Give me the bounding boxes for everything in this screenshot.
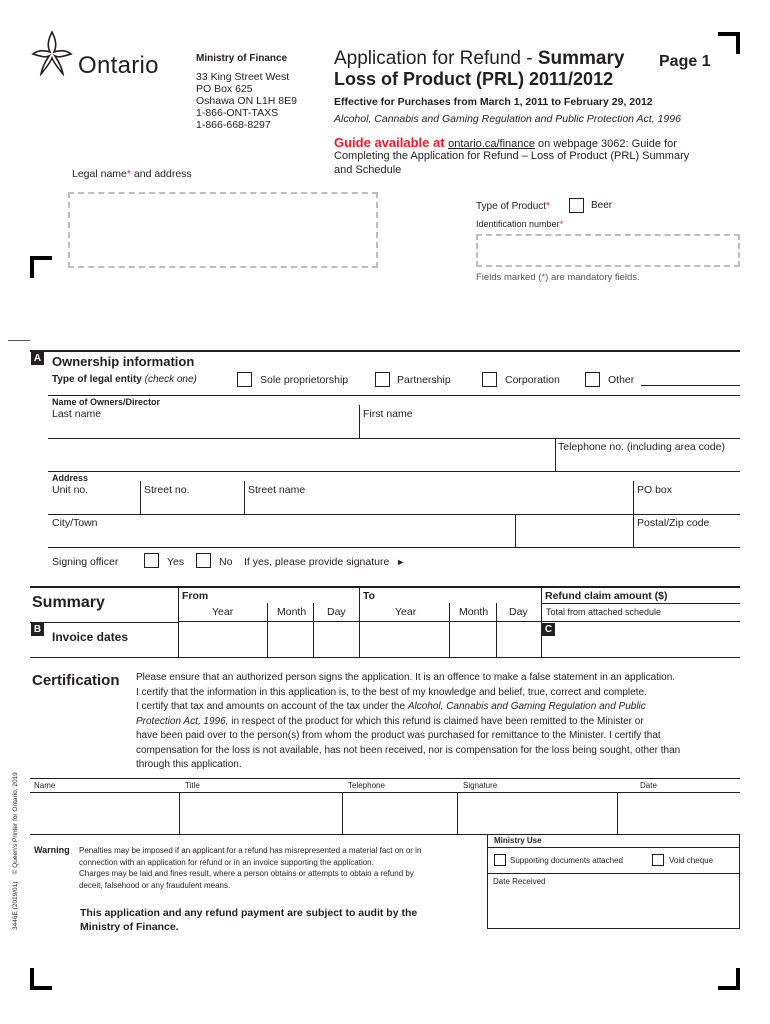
street-name-label: Street name [248, 484, 306, 496]
corner-mid-left [30, 256, 52, 278]
rule [633, 514, 634, 547]
rule [48, 547, 740, 548]
rule [30, 622, 178, 623]
guide-rest: on webpage 3062: Guide for [535, 138, 677, 150]
rule [267, 603, 268, 657]
title-summary: Summary [537, 48, 625, 69]
to-label: To [363, 590, 376, 602]
refund-label: Refund claim amount ($) [545, 590, 668, 602]
title-line2: Loss of Product (PRL) 2011/2012 [334, 69, 614, 89]
required-star: * [546, 201, 550, 212]
guide-link[interactable]: ontario.ca/finance [448, 138, 535, 150]
cert-line: I certify that the information in this application is, to the best of my knowledge and belief, true, correct and complete. [136, 686, 647, 698]
section-a-title: Ownership information [52, 354, 195, 369]
rule [359, 587, 360, 657]
to-year-label: Year [395, 606, 417, 618]
rule [488, 847, 739, 848]
certification-text [136, 671, 746, 773]
mandatory-suffix: ) are mandatory fields. [545, 272, 640, 283]
signing-officer-label: Signing officer [52, 556, 119, 568]
signature-prompt [244, 556, 405, 568]
rule [30, 657, 740, 658]
cert-line [136, 700, 746, 715]
legal-entity-label [52, 374, 197, 385]
cert-name-label: Name [34, 781, 56, 790]
cert-signature-field[interactable] [459, 793, 616, 833]
rule [30, 834, 487, 835]
refund-sublabel: Total from attached schedule [546, 607, 662, 617]
sole-proprietorship-checkbox[interactable] [237, 372, 252, 387]
rule [48, 395, 740, 396]
legal-entity-text: Type of legal entity [52, 374, 142, 385]
warning-label: Warning [34, 845, 70, 855]
legal-name-address-field[interactable] [68, 192, 378, 268]
legal-name-suffix: and address [130, 168, 192, 180]
rule [496, 603, 497, 657]
from-year-field[interactable] [180, 623, 266, 656]
ministry-line: Oshawa ON L1H 8E9 [196, 95, 297, 107]
rule [140, 481, 141, 514]
from-year-label: Year [212, 606, 234, 618]
signing-yes-label: Yes [167, 556, 185, 568]
cert-line: through this application. [136, 759, 242, 770]
fold-mark [8, 340, 30, 341]
street-no-label: Street no. [144, 484, 190, 496]
audit-notice [80, 906, 417, 934]
partnership-label: Partnership [397, 374, 451, 386]
rule [30, 778, 740, 779]
void-cheque-checkbox[interactable] [652, 854, 664, 866]
other-label: Other [608, 374, 635, 386]
section-a-top-rule [30, 350, 740, 352]
corner-bottom-left [30, 968, 52, 990]
other-checkbox[interactable] [585, 372, 600, 387]
page-number: Page 1 [659, 53, 711, 70]
cert-title-field[interactable] [181, 793, 341, 833]
supporting-docs-label: Supporting documents attached [510, 856, 623, 865]
to-day-label: Day [509, 606, 528, 618]
cert-text: I certify that tax and amounts on account of the tax under the [136, 701, 408, 712]
signature-prompt-text: If yes, please provide signature [244, 556, 390, 568]
arrow-right-icon: ► [396, 557, 406, 567]
last-name-label: Last name [52, 408, 102, 420]
ministry-line: PO Box 625 [196, 83, 253, 95]
warning-line: Charges may be laid and fines result, where a person obtains or attempts to obtain a refund by [79, 869, 414, 878]
legal-name-text: Legal name [72, 168, 127, 180]
effective-dates: Effective for Purchases from March 1, 2011 to February 29, 2012 [334, 96, 653, 108]
void-cheque-label: Void cheque [669, 856, 714, 865]
sole-proprietorship-label: Sole proprietorship [260, 374, 349, 386]
ministry-line: 33 King Street West [196, 71, 290, 83]
ministry-use-title: Ministry Use [494, 836, 542, 845]
date-received-label: Date Received [493, 877, 546, 886]
mandatory-prefix: Fields marked ( [476, 272, 542, 283]
cert-date-field[interactable] [619, 793, 739, 833]
rule [541, 603, 740, 604]
ministry-name: Ministry of Finance [196, 53, 288, 64]
certification-title: Certification [32, 672, 120, 689]
address-label: Address [52, 473, 89, 483]
mandatory-note [476, 272, 640, 283]
rule [359, 405, 360, 438]
rule [342, 792, 343, 834]
warning-line: connection with an application for refund or in an invoice supporting the application. [79, 857, 374, 867]
unit-label: Unit no. [52, 484, 89, 496]
cert-line: Please ensure that an authorized person signs the application. It is an offence to make a false statement in an application. [136, 672, 676, 683]
rule [515, 514, 516, 547]
rule [449, 603, 450, 657]
cert-act: Protection Act, 1996, [136, 715, 229, 727]
guide-line2: Completing the Application for Refund – Loss of Product (PRL) Summary [334, 150, 690, 162]
rule [48, 438, 740, 439]
beer-checkbox[interactable] [569, 198, 584, 213]
from-day-label: Day [327, 606, 346, 618]
owners-label: Name of Owners/Director [52, 397, 161, 407]
check-one-hint: (check one) [144, 374, 197, 385]
cert-title-label: Title [185, 781, 200, 790]
cert-name-field[interactable] [31, 793, 178, 833]
cert-telephone-label: Telephone [348, 781, 385, 790]
other-specify-field[interactable] [641, 385, 740, 386]
rule [313, 603, 314, 657]
rule [617, 792, 618, 834]
required-star: * [126, 168, 131, 180]
required-star: * [559, 219, 564, 229]
supporting-docs-checkbox[interactable] [494, 854, 506, 866]
summary-top-rule [30, 586, 740, 588]
guide-line3: and Schedule [334, 164, 402, 176]
required-star: * [541, 272, 546, 283]
title-prefix: Application for Refund - [334, 48, 538, 69]
type-of-product-label [476, 201, 550, 212]
trillium-icon [30, 30, 74, 76]
signing-no-label: No [219, 556, 233, 568]
corner-top-right [718, 32, 740, 54]
rule [633, 481, 634, 514]
to-year-field[interactable] [361, 623, 448, 656]
from-label: From [182, 590, 209, 602]
ontario-logo [30, 30, 175, 78]
corporation-label: Corporation [505, 374, 560, 386]
identification-number-field[interactable] [476, 234, 740, 267]
postal-label: Postal/Zip code [637, 517, 710, 529]
signing-yes-checkbox[interactable] [144, 553, 159, 568]
ministry-block [196, 52, 326, 131]
to-month-field[interactable] [451, 623, 495, 656]
summary-title: Summary [32, 594, 105, 611]
po-box-label: PO box [637, 484, 673, 496]
id-label-text: Identification number [476, 219, 560, 229]
cert-date-label: Date [640, 781, 657, 790]
rule [178, 621, 740, 622]
cert-line [136, 715, 746, 730]
form-title [334, 48, 624, 70]
partnership-checkbox[interactable] [375, 372, 390, 387]
rule [457, 792, 458, 834]
ministry-line: 1-866-668-8297 [196, 119, 271, 131]
ministry-use-box [487, 834, 740, 929]
to-day-field[interactable] [498, 623, 540, 656]
cert-act: Alcohol, Cannabis and Gaming Regulation and Public [407, 701, 646, 712]
warning-line: Penalties may be imposed if an applicant for a refund has misrepresented a material fact on or in [79, 846, 422, 855]
refund-amount-field[interactable] [557, 623, 739, 656]
cert-line: compensation for the loss is not available, has not been received, nor is compensation for the loss being sought, other than [136, 744, 681, 756]
logo-wordmark: Ontario [78, 52, 159, 79]
corner-bottom-right [718, 968, 740, 990]
form-number-side: 3446E (2019/01) © Queen's Printer for Ontario, 2019 [12, 772, 19, 930]
section-a-badge: A [31, 352, 44, 365]
from-month-label: Month [277, 606, 307, 618]
cert-signature-label: Signature [463, 781, 498, 790]
rule [48, 471, 740, 472]
city-label: City/Town [52, 517, 98, 529]
audit-line: Ministry of Finance. [80, 921, 179, 933]
from-month-field[interactable] [269, 623, 312, 656]
identification-number-label [476, 219, 563, 229]
rule [555, 438, 556, 471]
telephone-label: Telephone no. (including area code) [558, 441, 725, 453]
rule [179, 792, 180, 834]
section-b-badge: B [31, 623, 44, 636]
warning-text [79, 845, 421, 891]
rule [178, 587, 179, 657]
ministry-line: 1-866-ONT-TAXS [196, 107, 279, 119]
legal-name-label [72, 168, 192, 180]
cert-telephone-field[interactable] [344, 793, 456, 833]
act-name: Alcohol, Cannabis and Gaming Regulation and Public Protection Act, 1996 [334, 113, 681, 125]
to-month-label: Month [459, 606, 489, 618]
type-of-product-text: Type of Product [476, 201, 547, 212]
corporation-checkbox[interactable] [482, 372, 497, 387]
rule [541, 587, 542, 657]
beer-label: Beer [591, 200, 613, 211]
cert-line: have been paid over to the person(s) from whom the product was purchased for remittance to the Minister. I certify that [136, 730, 661, 741]
rule [48, 514, 740, 515]
rule [244, 481, 245, 514]
audit-line: This application and any refund payment are subject to audit by the [80, 907, 418, 919]
from-day-field[interactable] [315, 623, 358, 656]
warning-line: deceit, falsehood or any fraudulent means. [79, 880, 231, 890]
first-name-label: First name [363, 408, 413, 420]
section-c-badge: C [542, 623, 555, 636]
cert-text: in respect of the product for which this refund is claimed have been remitted to the Minister or [228, 715, 644, 727]
invoice-dates-label: Invoice dates [52, 630, 129, 644]
signing-no-checkbox[interactable] [196, 553, 211, 568]
rule [488, 873, 739, 874]
guide-red: Guide available at [334, 135, 449, 150]
